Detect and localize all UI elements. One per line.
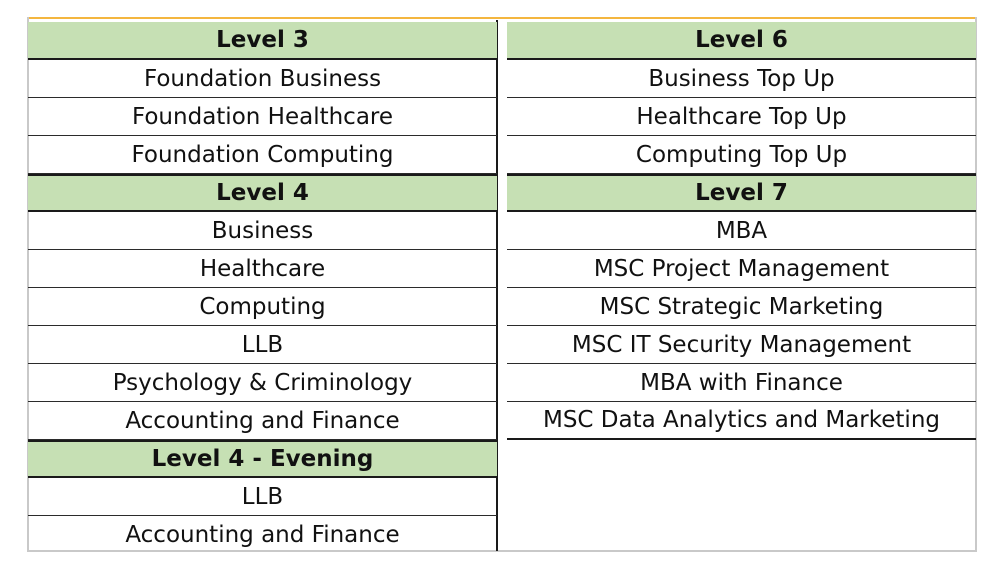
right-column [507, 22, 976, 440]
course-cell: Accounting and Finance [125, 522, 400, 548]
course-cell: LLB [28, 478, 497, 516]
course-cell: Healthcare [28, 250, 497, 288]
course-cell: MBA [507, 212, 976, 250]
left-column [28, 22, 497, 554]
group-header-level-7: Level 7 [507, 174, 976, 212]
group-header-level-3: Level 3 [28, 22, 497, 60]
group-header-level-6: Level 6 [507, 22, 976, 60]
course-cell: MSC Data Analytics and Marketing [507, 402, 976, 440]
course-cell: MSC Project Management [507, 250, 976, 288]
group-header-level-4-evening: Level 4 - Evening [28, 440, 497, 478]
group-header-level-4: Level 4 [28, 174, 497, 212]
course-cell: Business [28, 212, 497, 250]
course-cell: Accounting and Finance [28, 402, 497, 440]
course-cell: Business Top Up [507, 60, 976, 98]
course-cell: Computing Top Up [507, 136, 976, 174]
course-cell: Psychology & Criminology [28, 364, 497, 402]
course-cell: Foundation Computing [28, 136, 497, 174]
course-cell: MBA with Finance [507, 364, 976, 402]
course-cell: LLB [28, 326, 497, 364]
course-cell: MSC IT Security Management [507, 326, 976, 364]
course-cell: Foundation Business [28, 60, 497, 98]
course-cell: Computing [28, 288, 497, 326]
course-cell: Healthcare Top Up [507, 98, 976, 136]
course-cell: MSC Strategic Marketing [507, 288, 976, 326]
course-cell: Foundation Healthcare [28, 98, 497, 136]
